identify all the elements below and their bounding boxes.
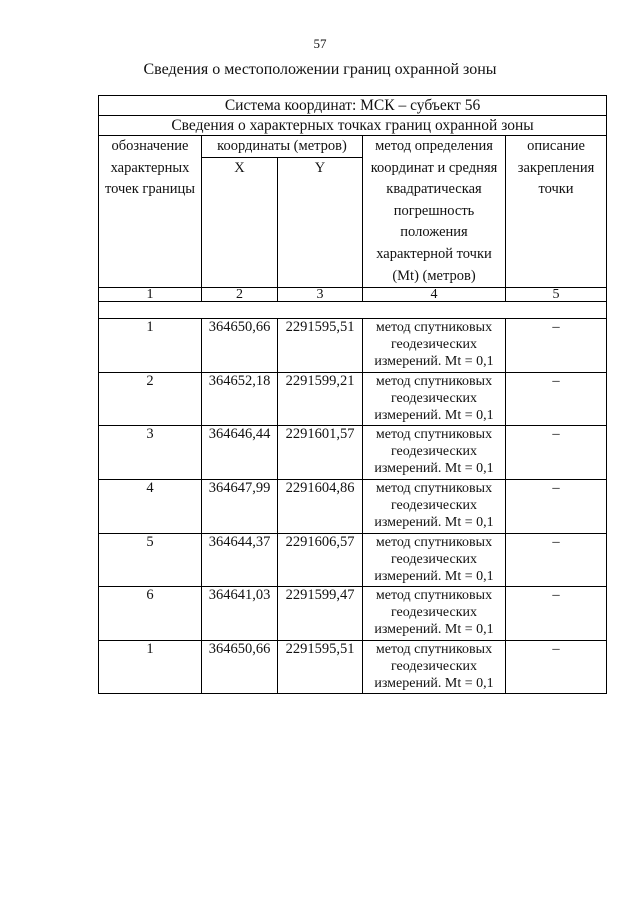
y-coordinate-cell: 2291601,57: [278, 426, 363, 480]
method-line: измерений. Mt = 0,1: [374, 622, 494, 638]
description-cell: –: [506, 587, 607, 641]
x-coordinate-cell: 364650,66: [202, 319, 278, 373]
table-row: [99, 319, 607, 373]
document-title: Сведения о местоположении границ охранной зоны: [143, 61, 497, 78]
method-line: геодезических: [390, 444, 477, 460]
x-coordinate-cell: 364652,18: [202, 372, 278, 426]
description-cell: –: [506, 426, 607, 480]
point-number-cell: 1: [99, 319, 202, 373]
header-y: Y: [278, 158, 363, 288]
point-number-cell: 4: [99, 479, 202, 533]
empty-row: [99, 302, 607, 319]
method-cell: [363, 479, 506, 533]
method-line: измерений. Mt = 0,1: [374, 407, 494, 423]
description-cell: –: [506, 479, 607, 533]
column-number: 5: [506, 288, 607, 302]
method-cell: [363, 533, 506, 587]
method-line: геодезических: [390, 551, 477, 567]
x-coordinate-cell: 364647,99: [202, 479, 278, 533]
description-cell: –: [506, 319, 607, 373]
page-number: 57: [313, 36, 327, 51]
table-row: [99, 479, 607, 533]
method-cell: [363, 640, 506, 694]
table-row: [99, 533, 607, 587]
x-coordinate-cell: 364644,37: [202, 533, 278, 587]
y-coordinate-cell: 2291604,86: [278, 479, 363, 533]
x-coordinate-cell: 364641,03: [202, 587, 278, 641]
method-line: метод спутниковых: [375, 641, 493, 657]
y-coordinate-cell: 2291599,47: [278, 587, 363, 641]
method-line: измерений. Mt = 0,1: [374, 354, 494, 370]
y-coordinate-cell: 2291595,51: [278, 640, 363, 694]
method-line: измерений. Mt = 0,1: [374, 514, 494, 530]
empty-cell: [99, 302, 607, 319]
method-line: геодезических: [390, 390, 477, 406]
y-coordinate-cell: 2291599,21: [278, 372, 363, 426]
table-subtitle: Сведения о характерных точках границ охранной зоны: [99, 116, 607, 136]
coordinate-system-header: Система координат: МСК – субъект 56: [99, 96, 607, 116]
point-number-cell: 3: [99, 426, 202, 480]
description-cell: –: [506, 640, 607, 694]
method-line: геодезических: [390, 337, 477, 353]
method-line: геодезических: [390, 658, 477, 674]
method-line: метод спутниковых: [375, 588, 493, 604]
column-number: 2: [202, 288, 278, 302]
description-cell: –: [506, 533, 607, 587]
column-number: 4: [363, 288, 506, 302]
method-line: метод спутниковых: [375, 427, 493, 443]
header-coordinates: координаты (метров): [202, 136, 363, 158]
header-method: метод определения координат и средняя квадратическая погрешность положения характерной точки (Mt) (метров): [363, 136, 506, 288]
column-number: 3: [278, 288, 363, 302]
method-line: метод спутниковых: [375, 534, 493, 550]
method-cell: [363, 426, 506, 480]
point-number-cell: 2: [99, 372, 202, 426]
point-number-cell: 5: [99, 533, 202, 587]
boundary-points-table: [98, 95, 607, 694]
column-number: 1: [99, 288, 202, 302]
x-coordinate-cell: 364650,66: [202, 640, 278, 694]
method-line: метод спутниковых: [375, 480, 493, 496]
method-line: метод спутниковых: [375, 320, 493, 336]
method-cell: [363, 372, 506, 426]
point-number-cell: 1: [99, 640, 202, 694]
method-line: геодезических: [390, 605, 477, 621]
method-line: измерений. Mt = 0,1: [374, 568, 494, 584]
header-description: описание закрепления точки: [506, 136, 607, 288]
method-line: геодезических: [390, 497, 477, 513]
x-coordinate-cell: 364646,44: [202, 426, 278, 480]
method-line: измерений. Mt = 0,1: [374, 461, 494, 477]
table-row: [99, 426, 607, 480]
header-x: X: [202, 158, 278, 288]
method-cell: [363, 319, 506, 373]
table-row: [99, 372, 607, 426]
header-point-designation: обозначение характерных точек границы: [99, 136, 202, 288]
method-cell: [363, 587, 506, 641]
method-line: метод спутниковых: [375, 373, 493, 389]
y-coordinate-cell: 2291595,51: [278, 319, 363, 373]
method-line: измерений. Mt = 0,1: [374, 675, 494, 691]
description-cell: –: [506, 372, 607, 426]
table-row: [99, 640, 607, 694]
point-number-cell: 6: [99, 587, 202, 641]
y-coordinate-cell: 2291606,57: [278, 533, 363, 587]
table-row: [99, 587, 607, 641]
